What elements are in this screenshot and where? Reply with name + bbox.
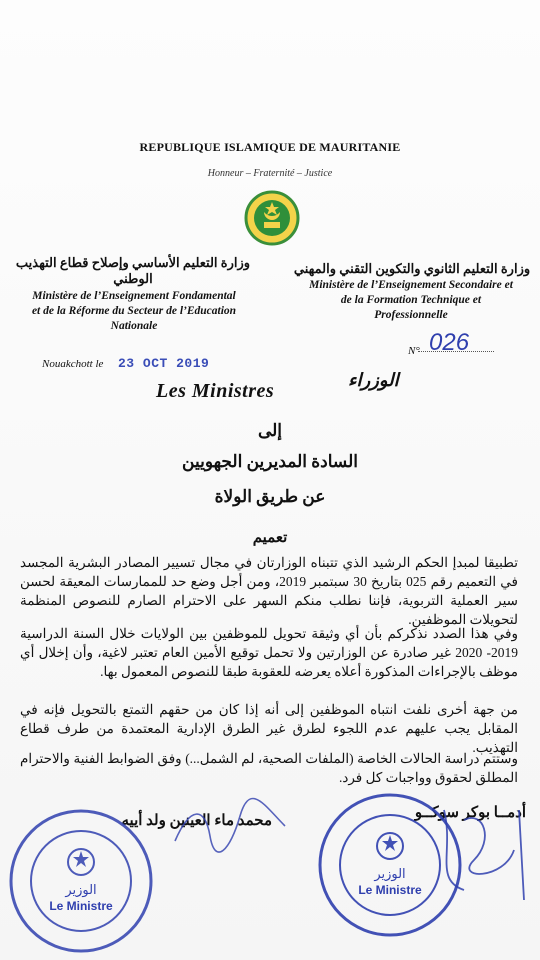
- circular-title: تعميم: [252, 530, 288, 546]
- body-paragraph-4: وستتم دراسة الحالات الخاصة (الملفات الصحية، لم الشمل...) وفق الضوابط الفنية والاحترام المطلق لحقوق وواجبات كل فرد.: [20, 751, 518, 785]
- stamp-left-title-fr: Le Ministre: [49, 899, 113, 913]
- les-ministres-heading: Les Ministres: [156, 380, 275, 402]
- via-heading: عن طريق الولاة: [214, 487, 326, 506]
- mauritania-emblem-icon: [244, 190, 300, 246]
- body-paragraph-1: تطبيقا لمبدإ الحكم الرشيد الذي تتبناه الوزارتان في مجال تسيير المصادر البشرية المجسد في التعميم رقم 025 بتاريخ 30 سبتمبر 2019، ومن أجل وضع حد للممارسات المعيقة لحسن سير العملية التربوية، فإننا نطلب منكم السهر على الاحترام الصارم للنصوص المنظمة لتحويلات الموظفين.: [20, 555, 518, 627]
- ministry-fundamental-line-1: Ministère de l’Enseignement Fondamental: [32, 290, 236, 302]
- body-paragraph-3: من جهة أخرى نلفت انتباه الموظفين إلى أنه إذا كان من حقهم التمتع بالتحويل فإنه في المقابل يجب عليهم عدم اللجوء لطرق غير الطرق الإدارية المعتمدة من طرف قطاع التهذيب.: [20, 702, 518, 755]
- date-stamp: 23 OCT 2019: [118, 356, 210, 371]
- ministry-fundamental-arabic: وزارة التعليم الأساسي وإصلاح قطاع التهذيب الوطني: [15, 255, 251, 286]
- signatory-left-name: محمد ماء العينين ولد أييه: [121, 813, 272, 829]
- signatory-right-name: أدمــا بوكر سوكــو: [414, 805, 526, 821]
- national-motto: Honneur – Fraternité – Justice: [207, 168, 333, 179]
- stamp-left-title-ar: الوزير: [65, 883, 97, 898]
- stamp-right-title-ar: الوزير: [374, 867, 406, 882]
- ministry-secondary-line-2: de la Formation Technique et: [340, 294, 482, 306]
- ministry-secondary-line-1: Ministère de l’Enseignement Secondaire et: [309, 279, 513, 291]
- to-label: إلى: [257, 421, 283, 440]
- stamp-right-title-fr: Le Ministre: [358, 883, 422, 897]
- ministry-fundamental-line-2: et de la Réforme du Secteur de l’Education: [31, 305, 237, 317]
- ministry-fundamental-french: [0, 289, 268, 334]
- ministers-arabic-heading: الوزراء: [348, 370, 399, 390]
- body-paragraph-2: وفي هذا الصدد نذكركم بأن أي وثيقة تحويل للموظفين بين الولايات خلال السنة الدراسية 2019- 2020 غير صادرة عن الوزارتين ولا تحمل توقيع الأمين العام تعتبر لاغية، وأن إخلال أي موظف بالإجراءات المذكورة أعلاه يعرضه للعقوبة طبقا للنصوص المعمول بها.: [20, 626, 518, 679]
- ministry-secondary-line-3: Professionnelle: [374, 309, 448, 321]
- republic-heading: REPUBLIQUE ISLAMIQUE DE MAURITANIE: [139, 140, 401, 154]
- number-label: N°: [408, 345, 420, 357]
- signature-right: [424, 790, 540, 910]
- ministry-stamp-left: [6, 806, 156, 956]
- signature-left: [170, 796, 290, 856]
- handwritten-number: 026: [429, 329, 470, 356]
- ministry-secondary-arabic: وزارة التعليم الثانوي والتكوين التقني والمهني: [293, 261, 531, 276]
- recipients-heading: السادة المديرين الجهويين: [182, 452, 358, 471]
- ministry-fundamental-line-3: Nationale: [110, 320, 158, 332]
- ministry-secondary-french: [276, 278, 540, 323]
- place-label: Nouakchott le: [42, 358, 104, 370]
